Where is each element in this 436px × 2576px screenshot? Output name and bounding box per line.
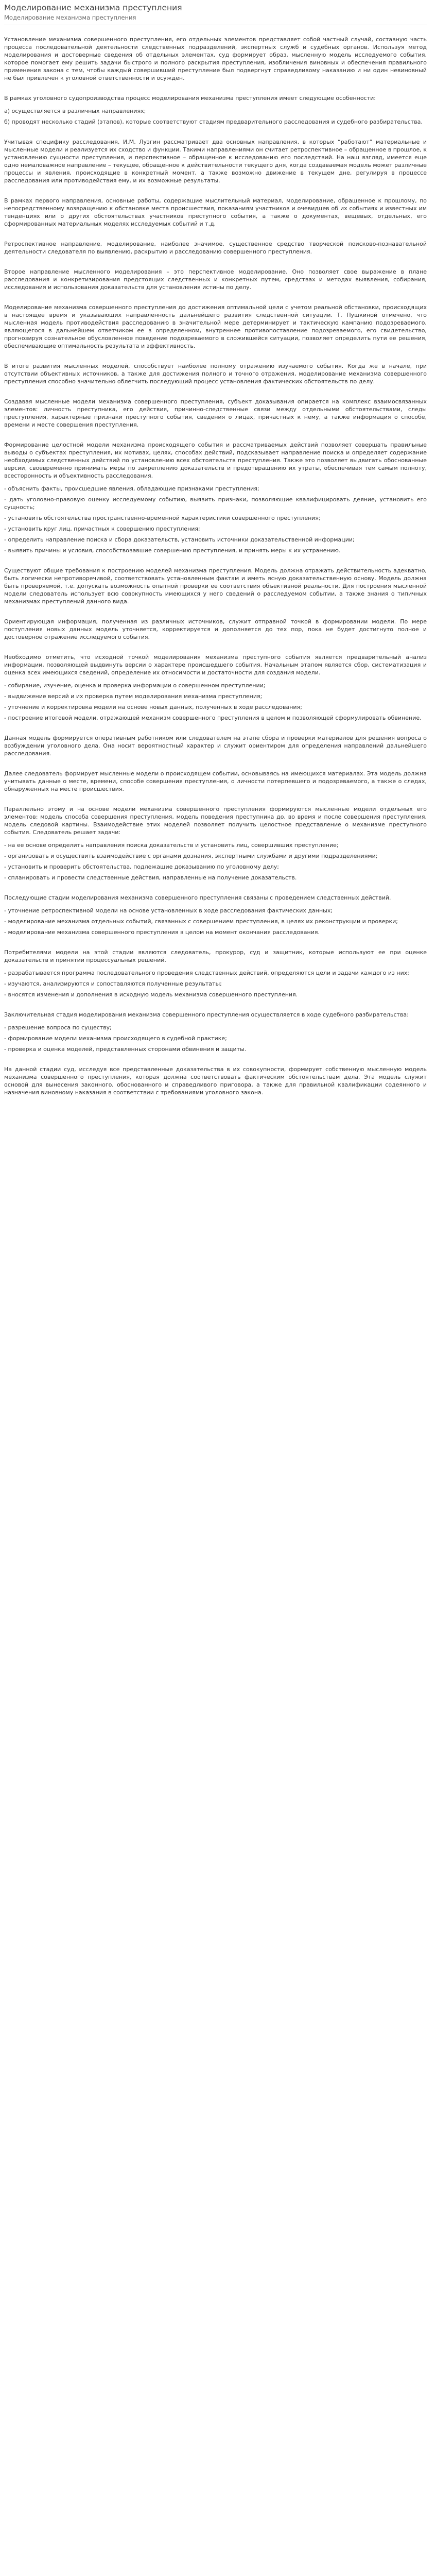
paragraph: Ориентирующая информация, полученная из различных источников, служит отправной точкой в формировании модели. По мере поступления новых данных модель уточняется, корректируется и дополняется до тех пор, пока не будет достигнуто полное и достоверное отражение исследуемого события.: [4, 618, 427, 640]
list-item: - объяснить факты, происшедшие явления, обладающие признаками преступления;: [4, 485, 259, 492]
list-item: - разрабатывается программа последовательного проведения следственных действий, определяются цели и задачи каждого из них;: [4, 970, 409, 976]
list-item: б) проводят несколько стадий (этапов), которые соответствуют стадиям предварительного расследования и судебного разбирательства.: [4, 118, 423, 125]
paragraph: В итоге развития мысленных моделей, способствует наиболее полному отражению изучаемого события. Когда же в начале, при отсутствии объективных источников, а также для достижения полного и точного отражения, моделирование механизма совершенного преступления способно значительно облегчить последующий процесс установления фактических обстоятельств по делу.: [4, 363, 427, 385]
list: [4, 682, 427, 722]
document-page: [0, 3, 436, 1096]
paragraph: Второе направление мысленного моделирования – это перспективное моделирование. Оно позволяет свое выражение в плане расследования и конкретизирования предстоящих следственных и конкретных путем, средствах и методах выявления, собирания, исследования и использования доказательств для установления истины по делу.: [4, 268, 427, 291]
page-title: Моделирование механизма преступления: [4, 3, 182, 12]
list-item: - моделирование механизма отдельных событий, связанных с совершением преступления, в целях их реконструкции и проверки;: [4, 918, 398, 925]
list-item: - построение итоговой модели, отражающей механизм совершенного преступления в целом и позволяющей сформулировать обвинение.: [4, 715, 422, 721]
paragraph: На данной стадии суд, исследуя все представленные доказательства в их совокупности, формирует собственную мысленную модель механизма совершенного преступления, которая должна соответствовать фактическим обстоятельствам дела. Эта модель служит основой для вынесения законного, обоснованного и справедливого приговора, а также для правильной квалификации содеянного и назначения виновному наказания в соответствии с требованиями уголовного закона.: [4, 1066, 427, 1096]
paragraph: В рамках уголовного судопроизводства процесс моделирования механизма преступления имеет следующие особенности:: [4, 95, 376, 101]
list-item: - формирование модели механизма происходящего в судебной практике;: [4, 1035, 227, 1042]
paragraph: Установление механизма совершенного преступления, его отдельных элементов представляет собой частный случай, составную часть процесса последовательной деятельности следственных подразделений, экспертных служб и судебных органов. Используя метод моделирования и достоверные сведения об отдельных элементах, суд формирует образ, мысленную модель исследуемого события, которое помогает ему решить задачи быстрого и полного раскрытия преступления, изобличения виновных и обеспечения правильного применения закона с тем, чтобы каждый совершивший преступление был подвергнут справедливому наказанию и ни один невиновный не был привлечен к уголовной ответственности и осужден.: [4, 36, 427, 81]
paragraph: Данная модель формируется оперативным работником или следователем на этапе сбора и проверки материалов для решения вопроса о возбуждении уголовного дела. Она носит вероятностный характер и служит ориентиром для определения направлений дальнейшего расследования.: [4, 735, 427, 757]
list-item: - определить направление поиска и сбора доказательств, установить источники доказательственной информации;: [4, 536, 355, 543]
list-item: - вносятся изменения и дополнения в исходную модель механизма совершенного преступления.: [4, 991, 298, 998]
paragraph: В рамках первого направления, основные работы, содержащие мыслительный материал, моделирование, обращенное к прошлому, по непосредственному возвращению к обстановке места происшествия, показаниям участников и очевидцев об их событиях и известных им тенденциях или о других обстоятельствах участников преступного события, а также о документах, вещевых, отдельных, его сформированных материальных моделях исследуемых событий и т.д.: [4, 197, 427, 227]
paragraph: Потребителями модели на этой стадии являются следователь, прокурор, суд и защитник, которые используют ее при оценке доказательств и принятии процессуальных решений.: [4, 949, 427, 963]
paragraph: Ретроспективное направление, моделирование, наиболее значимое, существенное средство творческой поисково-познавательной деятельности следователя по выявлению, раскрытию и расследованию совершенного преступления.: [4, 241, 427, 255]
list-item: - изучаются, анализируются и сопоставляются полученные результаты;: [4, 980, 222, 987]
list: [4, 907, 427, 936]
list-item: - установить круг лиц, причастных к совершению преступления;: [4, 526, 200, 532]
list-item: - проверка и оценка моделей, представленных сторонами обвинения и защиты.: [4, 1046, 247, 1053]
page-subtitle: Моделирование механизма преступления: [4, 14, 136, 21]
list-item: - спланировать и провести следственные действия, направленные на получение доказательств.: [4, 874, 297, 881]
list-item: - на ее основе определить направления поиска доказательств и установить лиц, совершивших преступление;: [4, 842, 339, 849]
list: [4, 107, 427, 126]
paragraph: Формирование целостной модели механизма происходящего события и рассматриваемых действий позволяет совершать правильные выводы о субъектах преступления, их мотивах, целях, способах действий, подсказывает направление поиска и определяет содержание необходимых следственных действий по установлению всех обстоятельств преступления. Также это позволяет выдвигать обоснованные версии, своевременно принимать меры по закреплению доказательств и предотвращению их утраты, обеспечивая тем самым полноту, всесторонность и объективность расследования.: [4, 442, 427, 479]
list-item: - установить обстоятельства пространственно-временной характеристики совершенного преступления;: [4, 515, 321, 521]
list-item: - организовать и осуществить взаимодействие с органами дознания, экспертными службами и другими подразделениями;: [4, 853, 378, 859]
list-item: а) осуществляется в различных направлениях;: [4, 108, 146, 114]
paragraph: Существуют общие требования к построению моделей механизма преступления. Модель должна отражать действительность адекватно, быть логически непротиворечивой, соответствовать установленным фактам и иметь ясную доказательственную основу. Модель должна быть проверяемой, т.е. допускать возможность опытной проверки ее соответствия объективной реальности. Для построения мысленной модели следователь использует всю совокупность имеющихся у него сведений о расследуемом событии, а также знания о типичных механизмах преступлений данного вида.: [4, 567, 427, 605]
paragraph: Параллельно этому и на основе модели механизма совершенного преступления формируются мысленные модели отдельных его элементов: модель способа совершения преступления, модель поведения преступника до, во время и после совершения преступления, модель следовой картины. Взаимодействие этих моделей позволяет получить целостное представление о механизме преступного события. Следователь решает задачи:: [4, 806, 427, 836]
list: [4, 485, 427, 554]
paragraph: Моделирование механизма совершенного преступления до достижения оптимальной цели с учетом реальной обстановки, происходящих в настоящее время и указывающих направленность дальнейшего развития следственной ситуации. Т. Пушкиной отмечено, что мысленная модель противодействия расследованию в значительной мере детерминирует и тактическую кампанию подозреваемого, являющегося в дальнейшем ответчиком ее в определенном, внутреннее противопоставление подозреваемого, его свидетельство, прогнозируя сознательное обусловленное поведение подозреваемого в сложившейся ситуации, позволяет определить пути ее решения, обеспечивающие оптимальность результата и эффективность.: [4, 304, 427, 349]
list-item: - уточнение ретроспективной модели на основе установленных в ходе расследования фактических данных;: [4, 907, 333, 914]
article-body: [4, 36, 427, 1096]
list: [4, 841, 427, 882]
list-item: - разрешение вопроса по существу;: [4, 1024, 112, 1031]
paragraph: Заключительная стадия моделирования механизма совершенного преступления осуществляется в ходе судебного разбирательства:: [4, 1011, 409, 1018]
list-item: - выявить причины и условия, способствовавшие совершению преступления, и принять меры к их устранению.: [4, 547, 341, 554]
paragraph: Создавая мысленные модели механизма совершенного преступления, субъект доказывания опирается на комплекс взаимосвязанных элементов: личность преступника, его действия, причинно-следственные связи между отдельными обстоятельствами, следы преступления, характерные признаки преступного события, сведения о лицах, причастных к нему, а также информация о способе, времени и месте совершения преступления.: [4, 398, 427, 428]
list-item: - дать уголовно-правовую оценку исследуемому событию, выявить признаки, позволяющие квалифицировать деяние, установить его сущность;: [4, 496, 427, 511]
list-item: - уточнение и корректировка модели на основе новых данных, полученных в ходе расследования;: [4, 704, 302, 710]
paragraph: Последующие стадии моделирования механизма совершенного преступления связаны с проведением следственных действий.: [4, 894, 391, 901]
list-item: - установить и проверить обстоятельства, подлежащие доказыванию по уголовному делу;: [4, 863, 279, 870]
paragraph: Учитывая специфику расследования, И.М. Лузгин рассматривает два основных направления, в которых “работают” материальные и мысленные модели и реализуется их сходство и функции. Такими направлениями он считает ретроспективное – обращенное в прошлое, к установлению сущности преступления, и перспективное – обращенное к исследованию его последствий. На наш взгляд, имеется еще одно немаловажное направление – текущее, обращенное к действительности текущего дня, когда создаваемая модель может различные процессы и явления, происходящие в конкретный момент, а также возможно движение в текущем дне, регулируя в процессе расследования или противодействия ему, и их возможные результаты.: [4, 139, 427, 184]
list-item: - выдвижение версий и их проверка путем моделирования механизма преступления;: [4, 693, 263, 700]
list: [4, 969, 427, 998]
list-item: - собирание, изучение, оценка и проверка информации о совершенном преступлении;: [4, 682, 266, 689]
paragraph: Необходимо отметить, что исходной точкой моделирования механизма преступного события является предварительный анализ информации, позволяющей выдвинуть версии о характере происшедшего события. Начальным этапом является сбор, систематизация и оценка всех имеющихся сведений, определение их относимости и достаточности для создания модели.: [4, 654, 427, 676]
list-item: - моделирование механизма совершенного преступления в целом на момент окончания расследования.: [4, 929, 320, 936]
paragraph: Далее следователь формирует мысленные модели о происходящем событии, основываясь на имеющихся материалах. Эта модель должна учитывать данные о месте, времени, способе совершения преступления, о личности потерпевшего и подозреваемого, а также о следах, обнаруженных на месте происшествия.: [4, 770, 427, 792]
list: [4, 1024, 427, 1053]
